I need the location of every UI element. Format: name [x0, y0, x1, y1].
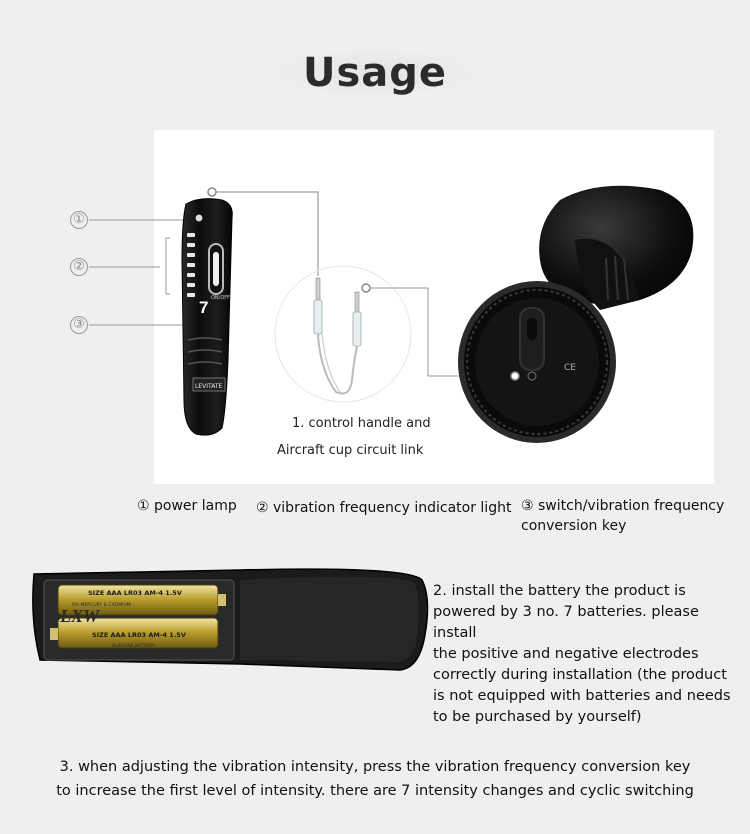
legend-switch-key-line1: ③ switch/vibration frequency: [521, 498, 725, 514]
callout-1: ①: [70, 211, 88, 229]
battery-label-top: SIZE AAA LR03 AM-4 1.5V: [88, 589, 182, 597]
step2-text: [433, 581, 743, 728]
step2-line: is not equipped with batteries and needs: [433, 688, 731, 704]
battery-brand: LXW: [60, 606, 100, 626]
handle-logo: LEVITATE: [195, 383, 223, 390]
step3-text: [0, 757, 750, 802]
cup-ce-mark: CE: [564, 363, 576, 373]
circuit-caption-line1: 1. control handle and: [292, 416, 431, 431]
page-title: Usage: [263, 48, 487, 98]
step2-line: correctly during installation (the product: [433, 667, 727, 683]
legend-switch-key-line2: conversion key: [521, 518, 627, 534]
callout-2: ②: [70, 258, 88, 276]
step2-line: 2. install the battery the product is: [433, 583, 686, 599]
step2-line: powered by 3 no. 7 batteries. please install: [433, 604, 699, 641]
aircraft-cup: [461, 186, 693, 440]
step3-line: to increase the first level of intensity. there are 7 intensity changes and cyclic switching: [56, 783, 694, 799]
step2-line: to be purchased by yourself): [433, 709, 642, 725]
handle-switch-label: ON/OFF: [211, 295, 231, 301]
battery-label-bottom: SIZE AAA LR03 AM-4 1.5V: [92, 631, 186, 639]
handle-number: 7: [199, 298, 209, 317]
legend-indicator-light: ② vibration frequency indicator light: [256, 500, 512, 516]
step3-line: 3. when adjusting the vibration intensity, press the vibration frequency conversion key: [59, 759, 691, 775]
step2-line: the positive and negative electrodes: [433, 646, 699, 662]
audio-plugs: [314, 278, 361, 394]
circuit-caption-line2: Aircraft cup circuit link: [277, 443, 424, 458]
power-lamp-icon: [195, 214, 203, 222]
legend-power-lamp: ① power lamp: [137, 498, 237, 514]
callout-3: ③: [70, 316, 88, 334]
battery-label-sub: 0% MERCURY & CADMIUM: [72, 603, 131, 608]
battery-label-alk: ALKALINE BATTERY: [112, 644, 155, 649]
